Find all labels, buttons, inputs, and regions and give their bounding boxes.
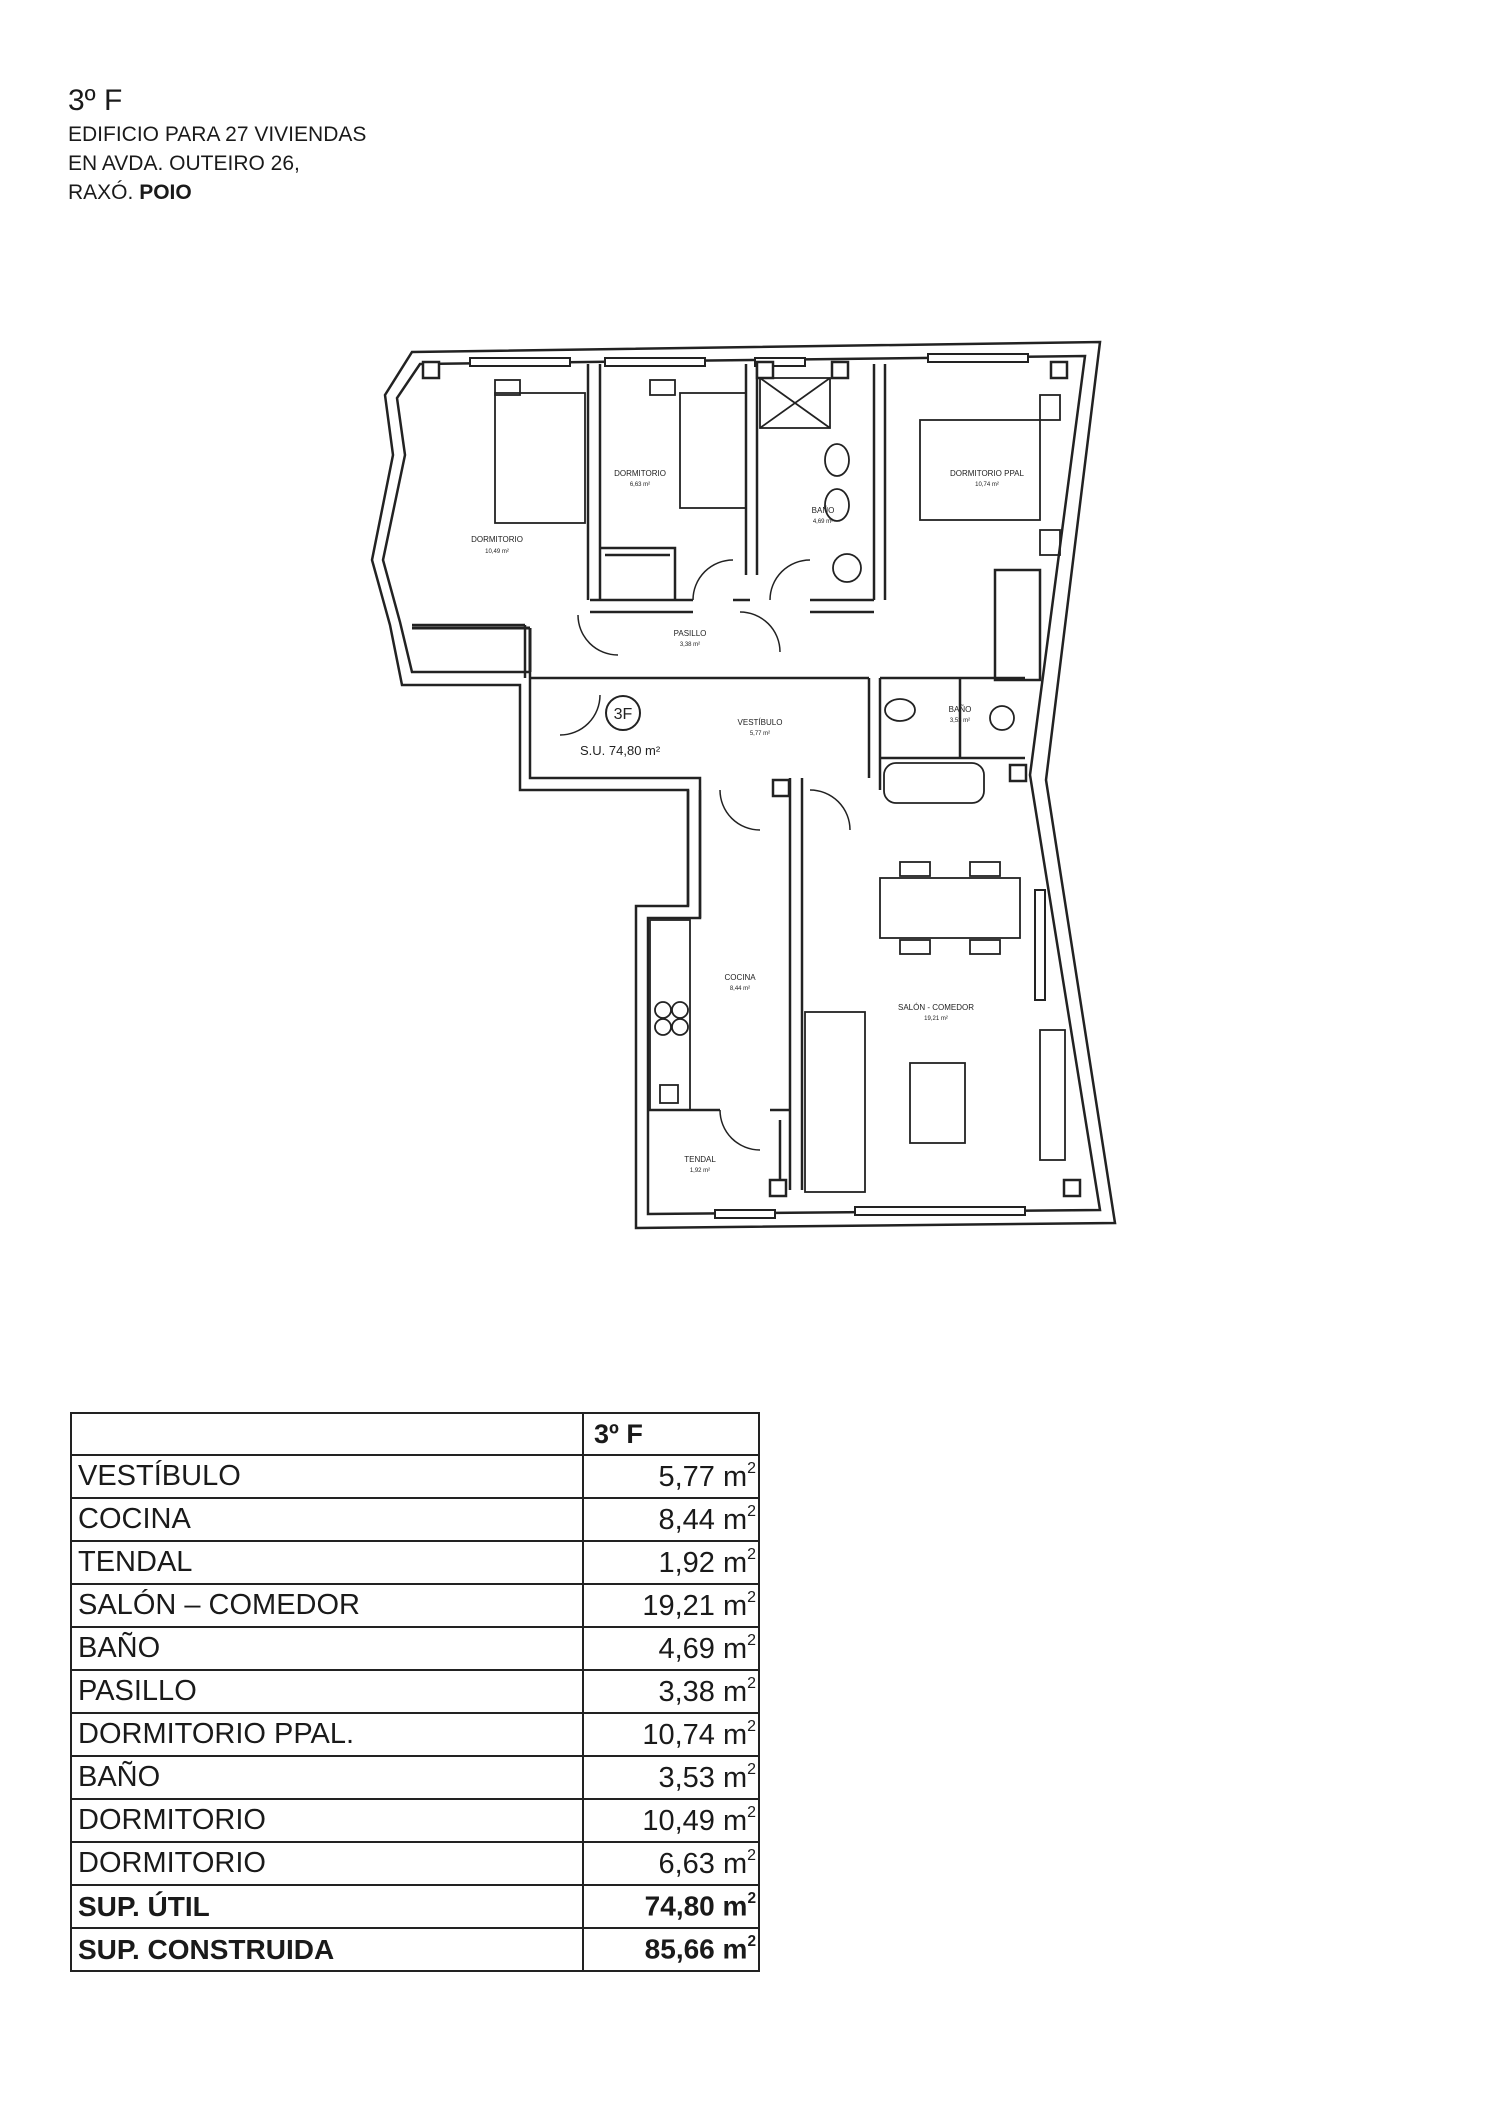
room-area: 5,77 m² xyxy=(749,731,771,737)
washbasin-2 xyxy=(990,706,1014,730)
room-label: BAÑO xyxy=(948,705,972,714)
wall-hall-top xyxy=(530,678,880,790)
header-blank-cell xyxy=(71,1413,583,1455)
row-value: 8,44 $m^2$ xyxy=(583,1498,759,1541)
room-area: 8,44 m² xyxy=(729,986,751,992)
row-room: TENDAL xyxy=(71,1541,583,1584)
closet-ppal xyxy=(995,570,1040,680)
table-row xyxy=(71,1713,759,1756)
table-row xyxy=(71,1455,759,1498)
surface-table xyxy=(70,1412,760,1972)
unit-title: 3º F xyxy=(68,84,123,117)
row-room: BAÑO xyxy=(71,1627,583,1670)
room-area: 10,74 m² xyxy=(975,482,999,488)
total-label: SUP. CONSTRUIDA xyxy=(71,1928,583,1971)
location-town: RAXÓ. xyxy=(68,181,134,204)
room-label: BAÑO xyxy=(811,506,835,515)
bed-dorm-1 xyxy=(495,393,585,523)
unit-badge: 3F xyxy=(613,706,633,723)
wall-dorm-1-right xyxy=(588,364,600,600)
row-value: 1,92 $m^2$ xyxy=(583,1541,759,1584)
table-header-row xyxy=(71,1413,759,1455)
room-area: 10,49 m² xyxy=(485,549,509,555)
row-value: 3,38 $m^2$ xyxy=(583,1670,759,1713)
room-label: DORMITORIO xyxy=(614,469,666,478)
total-value: 74,80 $m^2$ xyxy=(583,1885,759,1928)
washbasin xyxy=(833,554,861,582)
total-label: SUP. ÚTIL xyxy=(71,1885,583,1928)
room-area: 6,63 m² xyxy=(629,482,651,488)
room-label: VESTÍBULO xyxy=(737,718,783,727)
wall-bath-right xyxy=(874,364,885,600)
bed-dorm-2 xyxy=(680,393,746,508)
table-row xyxy=(71,1842,759,1885)
row-room: SALÓN – COMEDOR xyxy=(71,1584,583,1627)
tv-unit xyxy=(1040,1030,1065,1160)
wall-small-closet xyxy=(412,625,525,678)
table-row xyxy=(71,1670,759,1713)
room-label: SALÓN - COMEDOR xyxy=(897,1003,975,1012)
row-value: 6,63 $m^2$ xyxy=(583,1842,759,1885)
wall-corridor-top xyxy=(590,600,874,612)
table-row xyxy=(71,1541,759,1584)
row-value: 3,53 $m^2$ xyxy=(583,1756,759,1799)
useful-surface-label: S.U. 74,80 m² xyxy=(580,743,661,758)
row-value: 5,77 $m^2$ xyxy=(583,1455,759,1498)
table-row xyxy=(71,1498,759,1541)
table-row xyxy=(71,1627,759,1670)
room-area: 3,53 m² xyxy=(949,718,971,724)
total-built-row xyxy=(71,1928,759,1971)
row-value: 10,74 $m^2$ xyxy=(583,1713,759,1756)
room-area: 1,92 m² xyxy=(689,1168,711,1174)
total-useful-row xyxy=(71,1885,759,1928)
wall-kitchen-right xyxy=(790,778,802,1190)
room-area: 19,21 m² xyxy=(924,1016,948,1022)
sofa xyxy=(805,1012,865,1192)
toilet xyxy=(825,444,849,476)
room-label: TENDAL xyxy=(684,1155,716,1164)
row-room: DORMITORIO xyxy=(71,1842,583,1885)
total-value: 85,66 $m^2$ xyxy=(583,1928,759,1971)
row-room: DORMITORIO PPAL. xyxy=(71,1713,583,1756)
wall-dorm-2-right xyxy=(746,364,757,575)
closet-dorm2 xyxy=(600,548,675,600)
row-room: DORMITORIO xyxy=(71,1799,583,1842)
room-label: DORMITORIO PPAL xyxy=(950,469,1024,478)
room-label: COCINA xyxy=(724,973,756,982)
coffee-table xyxy=(910,1063,965,1143)
wall-kitchen-left xyxy=(688,790,700,918)
room-area: 4,69 m² xyxy=(812,519,834,525)
table-header-unit: 3º F xyxy=(583,1413,759,1455)
table-row xyxy=(71,1584,759,1627)
room-label: DORMITORIO xyxy=(471,535,523,544)
row-room: COCINA xyxy=(71,1498,583,1541)
location-municipality: POIO xyxy=(139,181,192,204)
row-value: 4,69 $m^2$ xyxy=(583,1627,759,1670)
table-row xyxy=(71,1756,759,1799)
table-row xyxy=(71,1799,759,1842)
building-address: EN AVDA. OUTEIRO 26, xyxy=(68,152,300,175)
bidet xyxy=(825,489,849,521)
building-description: EDIFICIO PARA 27 VIVIENDAS xyxy=(68,123,367,146)
row-room: PASILLO xyxy=(71,1670,583,1713)
bathtub xyxy=(884,763,984,803)
toilet-2 xyxy=(885,699,915,721)
room-area: 3,38 m² xyxy=(679,642,701,648)
room-label: PASILLO xyxy=(673,629,707,638)
row-room: BAÑO xyxy=(71,1756,583,1799)
row-value: 19,21 $m^2$ xyxy=(583,1584,759,1627)
row-room: VESTÍBULO xyxy=(71,1455,583,1498)
wall-tendal xyxy=(648,1110,790,1190)
row-value: 10,49 $m^2$ xyxy=(583,1799,759,1842)
dining-table xyxy=(880,878,1020,938)
